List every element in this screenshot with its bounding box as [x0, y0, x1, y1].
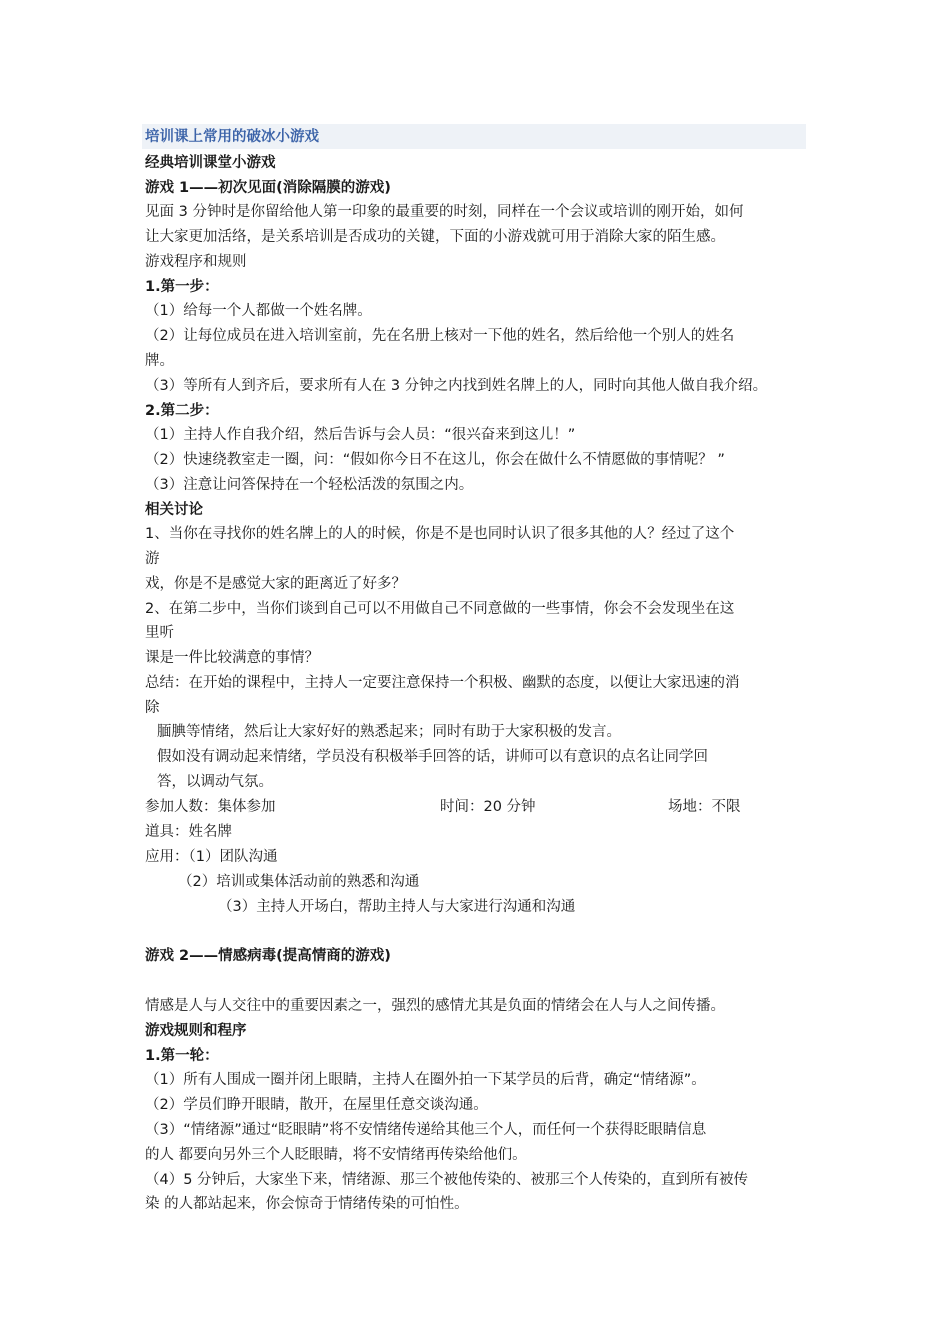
game2-rules-heading: 游戏规则和程序: [145, 1023, 247, 1039]
game2-round1-item: （2）学员们睁开眼睛，散开，在屋里任意交谈沟通。: [145, 1097, 488, 1113]
game1-step2-heading: 2.第二步：: [145, 403, 219, 419]
application-line: （2）培训或集体活动前的熟悉和沟通: [178, 874, 420, 890]
game2-round1-item: （3）“情绪源”通过“眨眼睛”将不安情绪传递给其他三个人，而任何一个获得眨眼睛信息: [145, 1122, 707, 1138]
venue: 场地：不限: [668, 799, 741, 815]
application-line: （3）主持人开场白，帮助主持人与大家进行沟通和沟通: [218, 899, 576, 915]
summary-line: 除: [145, 700, 160, 716]
game1-rules-heading: 游戏程序和规则: [145, 254, 247, 270]
participants: 参加人数：集体参加: [145, 799, 276, 815]
doc-title: 培训课上常用的破冰小游戏: [145, 129, 319, 145]
game1-step2-item: （1）主持人作自我介绍，然后告诉与会人员：“很兴奋来到这儿！”: [145, 427, 576, 443]
discussion-line: 1、当你在寻找你的姓名牌上的人的时候，你是不是也同时认识了很多其他的人？经过了这个: [145, 526, 735, 542]
game1-step1-item: 牌。: [145, 353, 174, 369]
discussion-line: 戏，你是不是感觉大家的距离近了好多？: [145, 576, 406, 592]
game1-step2-item: （2）快速绕教室走一圈，问：“假如你今日不在这儿，你会在做什么不情愿做的事情呢？ ”: [145, 452, 725, 468]
game1-intro-line: 让大家更加活络，是关系培训是否成功的关键，下面的小游戏就可用于消除大家的陌生感。: [145, 229, 725, 245]
discussion-line: 2、在第二步中，当你们谈到自己可以不用做自己不同意做的一些事情，你会不会发现坐在这: [145, 601, 735, 617]
game1-step1-item: （3）等所有人到齐后，要求所有人在 3 分钟之内找到姓名牌上的人，同时向其他人做自我介绍。: [145, 378, 768, 394]
game2-intro: 情感是人与人交往中的重要因素之一，强烈的感情尤其是负面的情绪会在人与人之间传播。: [145, 998, 725, 1014]
game1-step1-item: （2）让每位成员在进入培训室前，先在名册上核对一下他的姓名，然后给他一个别人的姓名: [145, 328, 735, 344]
props: 道具：姓名牌: [145, 824, 232, 840]
summary-line: 答，以调动气氛。: [157, 774, 273, 790]
game1-discussion-heading: 相关讨论: [145, 502, 203, 518]
summary-line: 腼腆等情绪，然后让大家好好的熟悉起来；同时有助于大家积极的发言。: [157, 724, 621, 740]
game2-round1-heading: 1.第一轮：: [145, 1048, 219, 1064]
discussion-line: 里听: [145, 625, 174, 641]
game2-round1-item: 的人 都要向另外三个人眨眼睛，将不安情绪再传染给他们。: [145, 1147, 527, 1163]
game1-step1-item: （1）给每一个人都做一个姓名牌。: [145, 303, 372, 319]
game2-round1-item: （1）所有人围成一圈并闭上眼睛，主持人在圈外拍一下某学员的后背，确定“情绪源”。: [145, 1072, 706, 1088]
duration: 时间：20 分钟: [440, 799, 536, 815]
doc-subtitle: 经典培训课堂小游戏: [145, 155, 276, 171]
application-line: 应用：（1）团队沟通: [145, 849, 278, 865]
discussion-line: 游: [145, 551, 160, 567]
game1-step2-item: （3）注意让问答保持在一个轻松活泼的氛围之内。: [145, 477, 474, 493]
summary-line: 假如没有调动起来情绪，学员没有积极举手回答的话，讲师可以有意识的点名让同学回: [157, 749, 708, 765]
summary-line: 总结：在开始的课程中，主持人一定要注意保持一个积极、幽默的态度，以便让大家迅速的消: [145, 675, 740, 691]
game1-intro-line: 见面 3 分钟时是你留给他人第一印象的最重要的时刻，同样在一个会议或培训的刚开始，如何: [145, 204, 744, 220]
game1-heading: 游戏 1——初次见面(消除隔膜的游戏): [145, 180, 391, 196]
game2-heading: 游戏 2——情感病毒(提高情商的游戏): [145, 948, 391, 964]
game2-round1-item: （4）5 分钟后，大家坐下来，情绪源、那三个被他传染的、被那三个人传染的，直到所有被传: [145, 1172, 749, 1188]
game2-round1-item: 染 的人都站起来，你会惊奇于情绪传染的可怕性。: [145, 1196, 469, 1212]
game1-step1-heading: 1.第一步：: [145, 279, 219, 295]
discussion-line: 课是一件比较满意的事情？: [145, 650, 319, 666]
